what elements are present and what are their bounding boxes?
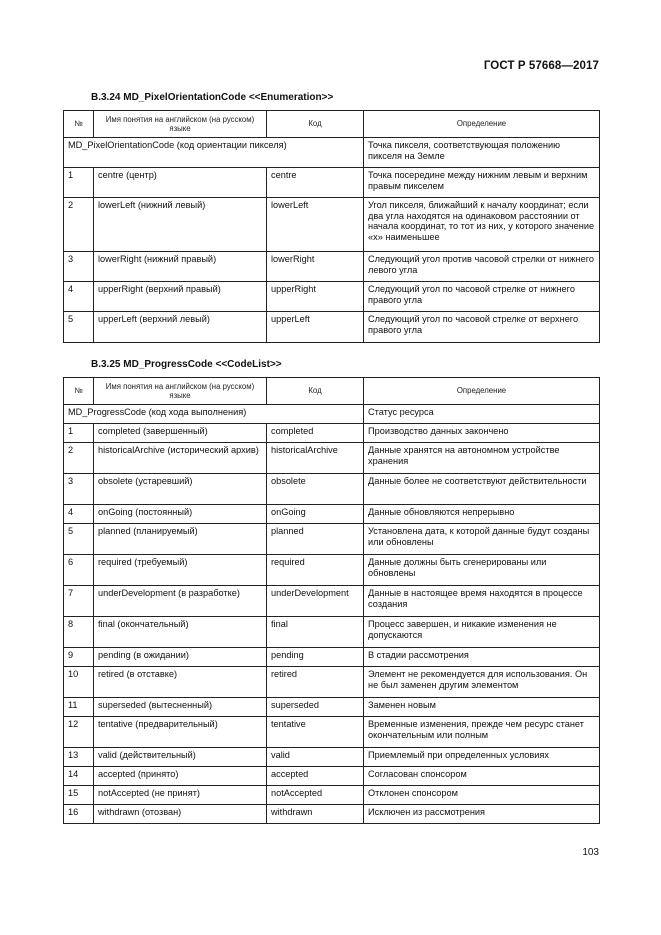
summary-definition: Статус ресурса — [364, 405, 600, 424]
row-code: final — [267, 617, 364, 648]
row-name: tentative (предварительный) — [94, 717, 267, 748]
table-row — [64, 168, 600, 198]
row-name: withdrawn (отозван) — [94, 805, 267, 824]
row-num: 7 — [64, 586, 94, 617]
row-num: 11 — [64, 698, 94, 717]
row-definition: Данные должны быть сгенерированы или обновлены — [364, 555, 600, 586]
row-code: superseded — [267, 698, 364, 717]
row-definition: Следующий угол по часовой стрелке от нижнего правого угла — [364, 282, 600, 312]
row-name: accepted (принято) — [94, 767, 267, 786]
table-row — [64, 282, 600, 312]
row-num: 4 — [64, 505, 94, 524]
row-definition: Угол пикселя, ближайший к началу координат; если два угла находятся на одинаковом расстоянии от начала координат, то тот из них, у которого значение «x» наименьшее — [364, 198, 600, 252]
section-title-pixel-orientation: B.3.24 MD_PixelOrientationCode <<Enumeration>> — [91, 92, 334, 103]
row-definition: Данные хранятся на автономном устройстве хранения — [364, 443, 600, 474]
row-code: notAccepted — [267, 786, 364, 805]
row-name: obsolete (устаревший) — [94, 474, 267, 505]
row-definition: Данные обновляются непрерывно — [364, 505, 600, 524]
row-name: lowerLeft (нижний левый) — [94, 198, 267, 252]
row-definition: Следующий угол против часовой стрелки от нижнего левого угла — [364, 252, 600, 282]
row-name: valid (действительный) — [94, 748, 267, 767]
row-name: completed (завершенный) — [94, 424, 267, 443]
progress-code-table — [63, 377, 600, 824]
table-row — [64, 474, 600, 505]
column-header-num: № — [64, 111, 94, 138]
row-code: required — [267, 555, 364, 586]
row-code: lowerLeft — [267, 198, 364, 252]
row-num: 13 — [64, 748, 94, 767]
row-num: 14 — [64, 767, 94, 786]
row-num: 10 — [64, 667, 94, 698]
table-row — [64, 586, 600, 617]
summary-name: MD_ProgressCode (код хода выполнения) — [64, 405, 364, 424]
row-definition: Временные изменения, прежде чем ресурс станет окончательным или полным — [364, 717, 600, 748]
row-code: onGoing — [267, 505, 364, 524]
row-code: upperLeft — [267, 312, 364, 343]
summary-name: MD_PixelOrientationCode (код ориентации пикселя) — [64, 138, 364, 168]
row-name: required (требуемый) — [94, 555, 267, 586]
page-number: 103 — [582, 847, 599, 858]
row-definition: Исключен из рассмотрения — [364, 805, 600, 824]
table-row — [64, 198, 600, 252]
row-num: 1 — [64, 424, 94, 443]
table-row — [64, 717, 600, 748]
column-header-name: Имя понятия на английском (на русском) языке — [94, 378, 267, 405]
row-num: 2 — [64, 198, 94, 252]
row-num: 4 — [64, 282, 94, 312]
row-name: upperLeft (верхний левый) — [94, 312, 267, 343]
summary-definition: Точка пикселя, соответствующая положению пикселя на Земле — [364, 138, 600, 168]
row-code: obsolete — [267, 474, 364, 505]
table-row — [64, 805, 600, 824]
row-code: centre — [267, 168, 364, 198]
column-header-num: № — [64, 378, 94, 405]
row-code: withdrawn — [267, 805, 364, 824]
row-definition: Следующий угол по часовой стрелке от верхнего правого угла — [364, 312, 600, 343]
table-row — [64, 524, 600, 555]
row-code: historicalArchive — [267, 443, 364, 474]
row-name: superseded (вытесненный) — [94, 698, 267, 717]
row-name: pending (в ожидании) — [94, 648, 267, 667]
table-row — [64, 443, 600, 474]
section-title-progress-code: B.3.25 MD_ProgressCode <<CodeList>> — [91, 359, 282, 370]
row-code: upperRight — [267, 282, 364, 312]
table-row — [64, 617, 600, 648]
row-num: 5 — [64, 524, 94, 555]
column-header-name: Имя понятия на английском (на русском) языке — [94, 111, 267, 138]
row-name: lowerRight (нижний правый) — [94, 252, 267, 282]
row-name: upperRight (верхний правый) — [94, 282, 267, 312]
column-header-code: Код — [267, 111, 364, 138]
row-num: 2 — [64, 443, 94, 474]
row-num: 1 — [64, 168, 94, 198]
row-code: planned — [267, 524, 364, 555]
row-num: 6 — [64, 555, 94, 586]
row-num: 12 — [64, 717, 94, 748]
row-name: final (окончательный) — [94, 617, 267, 648]
row-definition: Элемент не рекомендуется для использования. Он не был заменен другим элементом — [364, 667, 600, 698]
row-num: 9 — [64, 648, 94, 667]
table-summary-row — [64, 405, 600, 424]
row-name: historicalArchive (исторический архив) — [94, 443, 267, 474]
row-code: valid — [267, 748, 364, 767]
row-code: accepted — [267, 767, 364, 786]
row-definition: Установлена дата, к которой данные будут созданы или обновлены — [364, 524, 600, 555]
row-definition: Заменен новым — [364, 698, 600, 717]
row-name: onGoing (постоянный) — [94, 505, 267, 524]
table-row — [64, 555, 600, 586]
table-row — [64, 748, 600, 767]
row-definition: Отклонен спонсором — [364, 786, 600, 805]
table-row — [64, 312, 600, 343]
row-definition: Данные в настоящее время находятся в процессе создания — [364, 586, 600, 617]
column-header-code: Код — [267, 378, 364, 405]
row-num: 5 — [64, 312, 94, 343]
row-num: 3 — [64, 474, 94, 505]
row-num: 16 — [64, 805, 94, 824]
table-row — [64, 667, 600, 698]
row-code: tentative — [267, 717, 364, 748]
row-name: notAccepted (не принят) — [94, 786, 267, 805]
row-num: 8 — [64, 617, 94, 648]
table-row — [64, 648, 600, 667]
row-definition: Процесс завершен, и никакие изменения не допускаются — [364, 617, 600, 648]
column-header-definition: Определение — [364, 111, 600, 138]
row-code: lowerRight — [267, 252, 364, 282]
row-definition: В стадии рассмотрения — [364, 648, 600, 667]
table-summary-row — [64, 138, 600, 168]
row-num: 15 — [64, 786, 94, 805]
table-row — [64, 424, 600, 443]
row-definition: Приемлемый при определенных условиях — [364, 748, 600, 767]
row-num: 3 — [64, 252, 94, 282]
row-code: retired — [267, 667, 364, 698]
pixel-orientation-table — [63, 110, 600, 343]
row-name: underDevelopment (в разработке) — [94, 586, 267, 617]
row-definition: Согласован спонсором — [364, 767, 600, 786]
row-definition: Точка посередине между нижним левым и верхним правым пикселем — [364, 168, 600, 198]
table-row — [64, 767, 600, 786]
table-row — [64, 786, 600, 805]
row-name: planned (планируемый) — [94, 524, 267, 555]
row-code: underDevelopment — [267, 586, 364, 617]
document-standard-header: ГОСТ Р 57668—2017 — [483, 60, 599, 72]
table-row — [64, 698, 600, 717]
row-code: pending — [267, 648, 364, 667]
table-row — [64, 505, 600, 524]
table-row — [64, 252, 600, 282]
row-definition: Производство данных закончено — [364, 424, 600, 443]
row-code: completed — [267, 424, 364, 443]
row-definition: Данные более не соответствуют действительности — [364, 474, 600, 505]
row-name: retired (в отставке) — [94, 667, 267, 698]
column-header-definition: Определение — [364, 378, 600, 405]
row-name: centre (центр) — [94, 168, 267, 198]
